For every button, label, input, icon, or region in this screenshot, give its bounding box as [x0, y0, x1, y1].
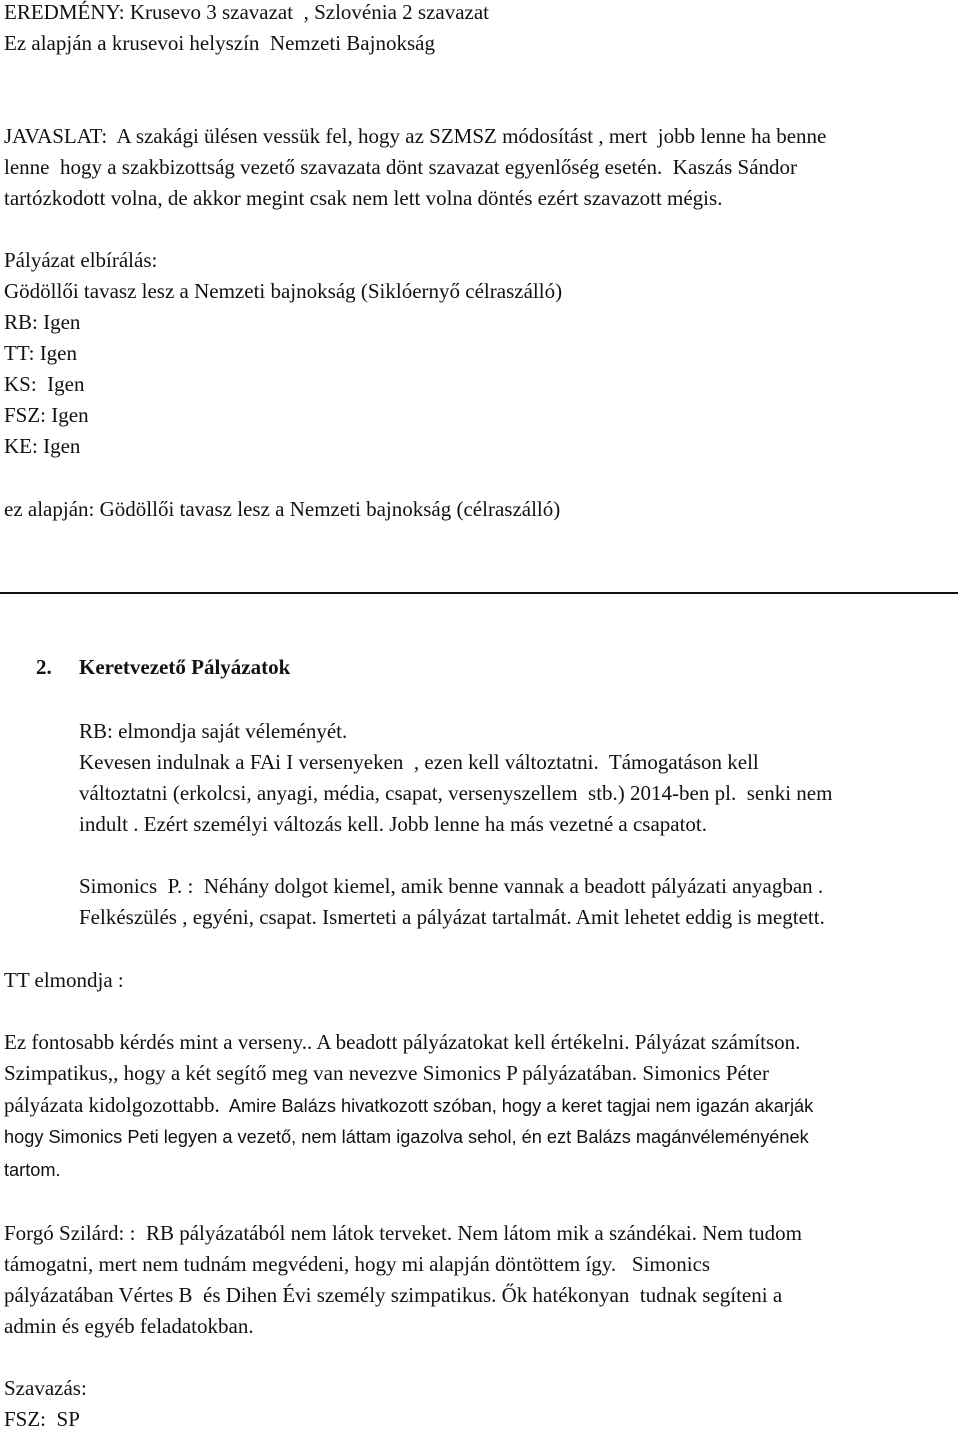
proposal-line: tartózkodott volna, de akkor megint csak nem lett volna döntés ezért szavazott mégis. — [4, 186, 723, 210]
section-number: 2. — [36, 655, 52, 679]
rb-opinion-line: indult . Ezért személyi változás kell. Jobb lenne ha más vezetné a csapatot. — [79, 812, 708, 836]
proposal-line: JAVASLAT: A szakági ülésen vessük fel, hogy az SZMSZ módosítást , mert jobb lenne ha benne — [4, 124, 827, 148]
tt-heading: TT elmondja : — [4, 968, 124, 992]
voting-heading: Szavazás: — [4, 1376, 87, 1400]
tt-sans-line: hogy Simonics Peti legyen a vezető, nem láttam igazolva sehol, én ezt Balázs magánvéleményének — [4, 1127, 809, 1147]
vote-ke: KE: Igen — [4, 434, 81, 458]
tt-line-sans-part: Amire Balázs hivatkozott szóban, hogy a keret tagjai nem igazán akarják — [219, 1096, 814, 1116]
proposal-line: lenne hogy a szakbizottság vezető szavazata dönt szavazat egyenlőség esetén. Kaszás Sándor — [4, 155, 798, 179]
forgo-line: Forgó Szilárd: : RB pályázatából nem látok terveket. Nem látom mik a szándékai. Nem tudom — [4, 1221, 802, 1245]
tt-mixed-line — [4, 1093, 813, 1118]
tt-sans-line: tartom. — [4, 1160, 61, 1180]
tt-line: Szimpatikus,, hogy a két segítő meg van nevezve Simonics P pályázatában. Simonics Péter — [4, 1061, 769, 1085]
forgo-line: admin és egyéb feladatokban. — [4, 1314, 254, 1338]
vote-ks: KS: Igen — [4, 372, 85, 396]
vote-rb: RB: Igen — [4, 310, 81, 334]
simonics-line: Simonics P. : Néhány dolgot kiemel, amik benne vannak a beadott pályázati anyagban . — [79, 874, 824, 898]
simonics-line: Felkészülés , egyéni, csapat. Ismerteti a pályázat tartalmát. Amit lehetet eddig is megtett. — [79, 905, 825, 929]
rb-opinion-line: változtatni (erkolcsi, anyagi, média, csapat, versenyszellem stb.) 2014-ben pl. senki nem — [79, 781, 833, 805]
evaluation-conclusion: ez alapján: Gödöllői tavasz lesz a Nemzeti bajnokság (célraszálló) — [4, 497, 561, 521]
rb-opinion-line: Kevesen indulnak a FAi I versenyeken , ezen kell változtatni. Támogatáson kell — [79, 750, 759, 774]
section-divider — [0, 592, 958, 594]
vote-tt: TT: Igen — [4, 341, 78, 365]
vote-fsz: FSZ: Igen — [4, 403, 89, 427]
rb-opinion-line: RB: elmondja saját véleményét. — [79, 719, 348, 743]
tt-line-serif-part: pályázata kidolgozottabb. — [4, 1093, 220, 1117]
evaluation-heading: Pályázat elbírálás: — [4, 248, 158, 272]
result-line: EREDMÉNY: Krusevo 3 szavazat , Szlovénia 2 szavazat — [4, 0, 489, 24]
tt-line: Ez fontosabb kérdés mint a verseny.. A beadott pályázatokat kell értékelni. Pályázat számítson. — [4, 1030, 801, 1054]
forgo-line: támogatni, mert nem tudnám megvédeni, hogy mi alapján döntöttem így. Simonics — [4, 1252, 711, 1276]
section-title: Keretvezető Pályázatok — [79, 655, 291, 679]
evaluation-subject: Gödöllői tavasz lesz a Nemzeti bajnokság (Siklóernyő célraszálló) — [4, 279, 563, 303]
forgo-line: pályázatában Vértes B és Dihen Évi személy szimpatikus. Ők hatékonyan tudnak segíteni a — [4, 1283, 783, 1307]
voting-fsz: FSZ: SP — [4, 1407, 80, 1431]
result-location-line: Ez alapján a krusevoi helyszín Nemzeti Bajnokság — [4, 31, 435, 55]
